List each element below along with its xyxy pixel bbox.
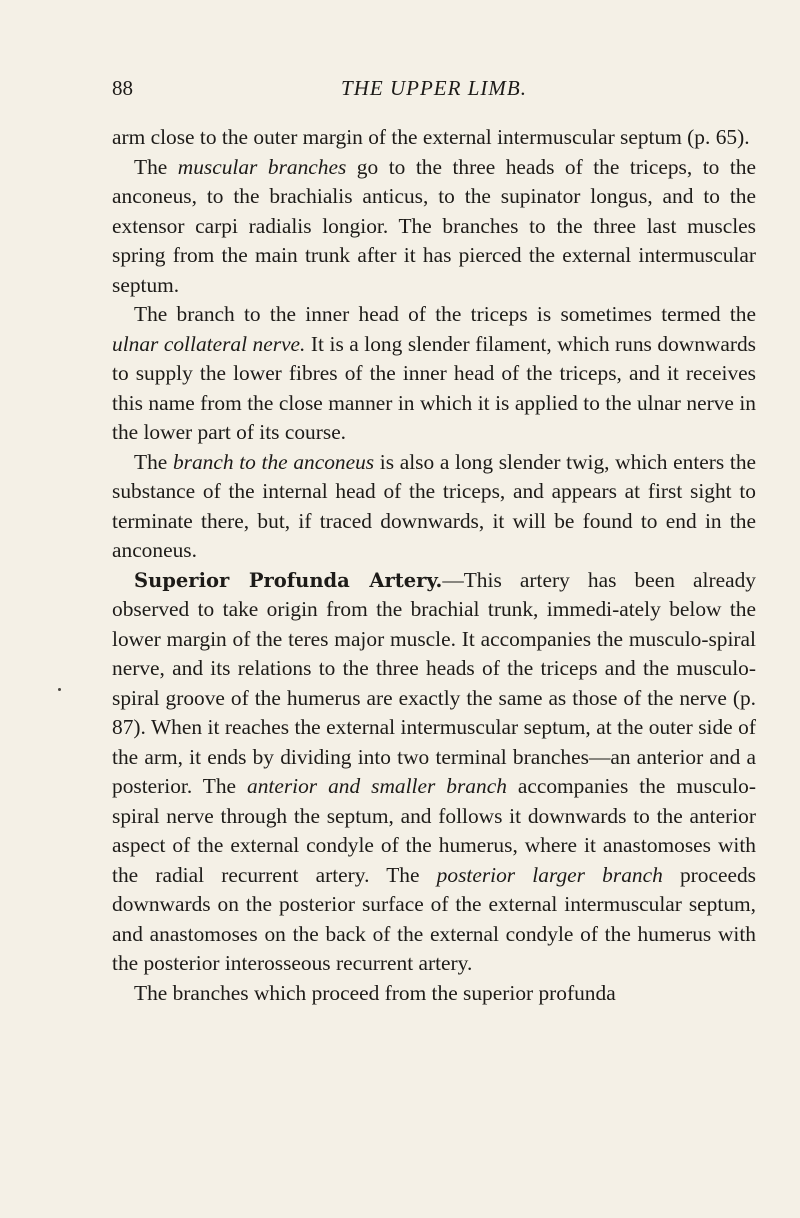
italic-term: muscular branches — [177, 154, 347, 179]
text-run: The branches which proceed from the superior profunda — [134, 980, 616, 1005]
text-run: proceeds downwards on the posterior surface of the external intermuscular septum, and anastomoses on the back of the external condyle of the humerus with the posterior interosseous recurrent artery. — [112, 862, 756, 975]
text-run: It is a long slender filament, which runs downwards to supply the lower fibres of the inner head of the triceps, and it receives this name from the close manner in which it is applied to the ulnar nerve in the lower part of its course. — [112, 331, 756, 444]
paragraph-6 — [112, 979, 756, 1009]
text-run: accompanies the musculo-spiral nerve through the septum, and follows it downwards to the anterior aspect of the external condyle of the humerus, where it anastomoses with the radial recurrent artery. The — [112, 774, 756, 887]
section-heading: Superior Profunda Artery. — [134, 568, 443, 592]
text-run: is also a long slender twig, which enters the substance of the internal head of the triceps, and appears at first sight to terminate there, but, if traced downwards, it will be found to end in the anconeus. — [112, 449, 757, 562]
paragraph-5 — [112, 566, 756, 979]
paragraph-1 — [112, 123, 756, 153]
text-run: —This artery has been already observed to take origin from the brachial trunk, immedi-ately below the lower margin of the teres major muscle. It accompanies the musculo-spiral nerve, and its relations to the three heads of the triceps and the musculo-spiral groove of the humerus are exactly the same as those of the nerve (p. 87). When it reaches the external intermuscular septum, at the outer side of the arm, it ends by dividing into two terminal branches—an anterior and a posterior. The — [112, 567, 756, 798]
italic-term: branch to the anconeus — [172, 449, 375, 474]
italic-term: posterior larger branch — [436, 862, 663, 887]
paragraph-3 — [112, 300, 756, 448]
page-number: 88 — [112, 76, 133, 100]
paragraph-2 — [112, 153, 756, 301]
paragraph-4 — [112, 448, 756, 566]
running-title: THE UPPER LIMB. — [341, 76, 527, 100]
text-run: The — [134, 449, 173, 474]
text-run: go to the three heads of the triceps, to the anconeus, to the brachialis anticus, to the supinator longus, and to the extensor carpi radialis longior. The branches to the three last muscles spring from the main trunk after it has pierced the external intermuscular septum. — [112, 154, 757, 297]
italic-term: anterior and smaller branch — [247, 774, 507, 798]
margin-mark — [58, 688, 61, 691]
text-run: arm close to the outer margin of the external intermuscular septum (p. 65). — [112, 125, 750, 149]
text-run: The branch to the inner head of the triceps is sometimes termed the — [134, 302, 756, 326]
page-header — [112, 76, 756, 106]
body-text — [112, 123, 756, 1008]
italic-term: ulnar collateral nerve. — [112, 331, 306, 356]
text-run: The — [134, 154, 178, 179]
